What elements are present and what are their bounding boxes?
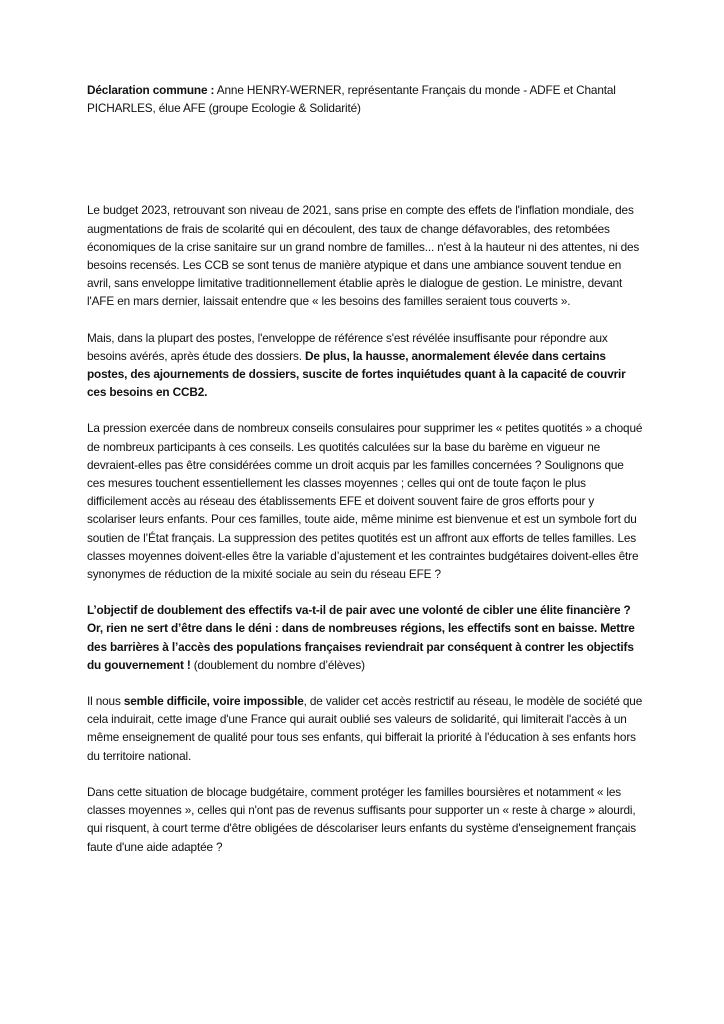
paragraph-objectif	[87, 601, 644, 674]
declaration-label: Déclaration commune :	[87, 83, 215, 97]
paragraph-budget-text: Le budget 2023, retrouvant son niveau de 2021, sans prise en compte des effets de l'inflation mondiale, des augmentations de frais de scolarité qui en découlent, des taux de change défavorables, des retombées économiques de la crise sanitaire sur un grand nombre de familles... n'est à la hauteur ni des attentes, ni des besoins recensés. Les CCB se sont tenus de manière atypique et dans une ambiance souvent tendue en avril, sans enveloppe limitative traditionnellement établie après le dialogue de gestion. Le ministre, devant l'AFE en mars dernier, laissait entendre que « les besoins des familles seraient tous couverts ».	[87, 203, 640, 309]
paragraph-enveloppe-bold: De plus, la hausse, anormalement élevée dans certains postes, des ajournements de dossiers, suscite de fortes inquiétudes quant à la capacité de couvrir ces besoins en CCB2.	[87, 348, 626, 400]
paragraph-enveloppe-text: Mais, dans la plupart des postes, l'enveloppe de référence s'est révélée insuffisante pour répondre aux besoins avérés, après étude des dossiers.	[87, 330, 608, 363]
paragraph-enveloppe	[87, 329, 644, 402]
paragraph-difficile-bold: semble difficile, voire impossible	[123, 694, 304, 709]
declaration-authors: Anne HENRY-WERNER, représentante Français du monde - ADFE et Chantal PICHARLES, élue AFE (groupe Ecologie & Solidarité)	[87, 83, 616, 116]
declaration-heading	[87, 81, 644, 117]
paragraph-difficile-start: Il nous	[87, 694, 124, 709]
paragraph-difficile-end: , de valider cet accès restrictif au réseau, le modèle de société que cela induirait, cette image d'une France qui aurait oublié ses valeurs de solidarité, qui limiterait l'accès à un même enseignement de qualité pour tous ses enfants, qui bifferait la priorité à l'éducation à ses enfants hors du territoire national.	[87, 694, 643, 763]
paragraph-objectif-bold: L’objectif de doublement des effectifs va-t-il de pair avec une volonté de cibler une élite financière ? Or, rien ne sert d’être dans le déni : dans de nombreuses régions, les effectifs sont en baisse. Mettre des barrières à l’accès des populations françaises reviendrait par conséquent à contrer les objectifs du gouvernement !	[87, 603, 635, 672]
paragraph-budget	[87, 201, 644, 310]
paragraph-quotites-text: La pression exercée dans de nombreux conseils consulaires pour supprimer les « petites quotités » a choqué de nombreux participants à ces conseils. Les quotités calculées sur la base du barème en vigueur ne devraient-elles pas être considérées comme un droit acquis par les familles concernées ? Soulignons que ces mesures touchent essentiellement les classes moyennes ; celles qui ont de toute façon le plus difficilement accès au réseau des établissements EFE et doivent souvent faire de gros efforts pour y scolariser leurs enfants. Pour ces familles, toute aide, même minime est bienvenue et est un symbole fort du soutien de l’État français. La suppression des petites quotités est un affront aux efforts de telles familles. Les classes moyennes doivent-elles être la variable d’ajustement et les contraintes budgétaires doivent-elles être synonymes de réduction de la mixité sociale au sein du réseau EFE ?	[87, 421, 643, 582]
paragraph-blocage	[87, 783, 644, 856]
paragraph-objectif-text: (doublement du nombre d’élèves)	[190, 657, 365, 672]
paragraph-blocage-text: Dans cette situation de blocage budgétaire, comment protéger les familles boursières et notamment « les classes moyennes », celles qui n'ont pas de revenus suffisants pour supporter un « reste à charge » alourdi, qui risquent, à court terme d'être obligées de déscolariser leurs enfants du système d'enseignement français faute d'une aide adaptée ?	[87, 784, 636, 854]
document-body	[87, 81, 644, 874]
paragraph-difficile	[87, 692, 644, 765]
paragraph-quotites	[87, 419, 644, 583]
